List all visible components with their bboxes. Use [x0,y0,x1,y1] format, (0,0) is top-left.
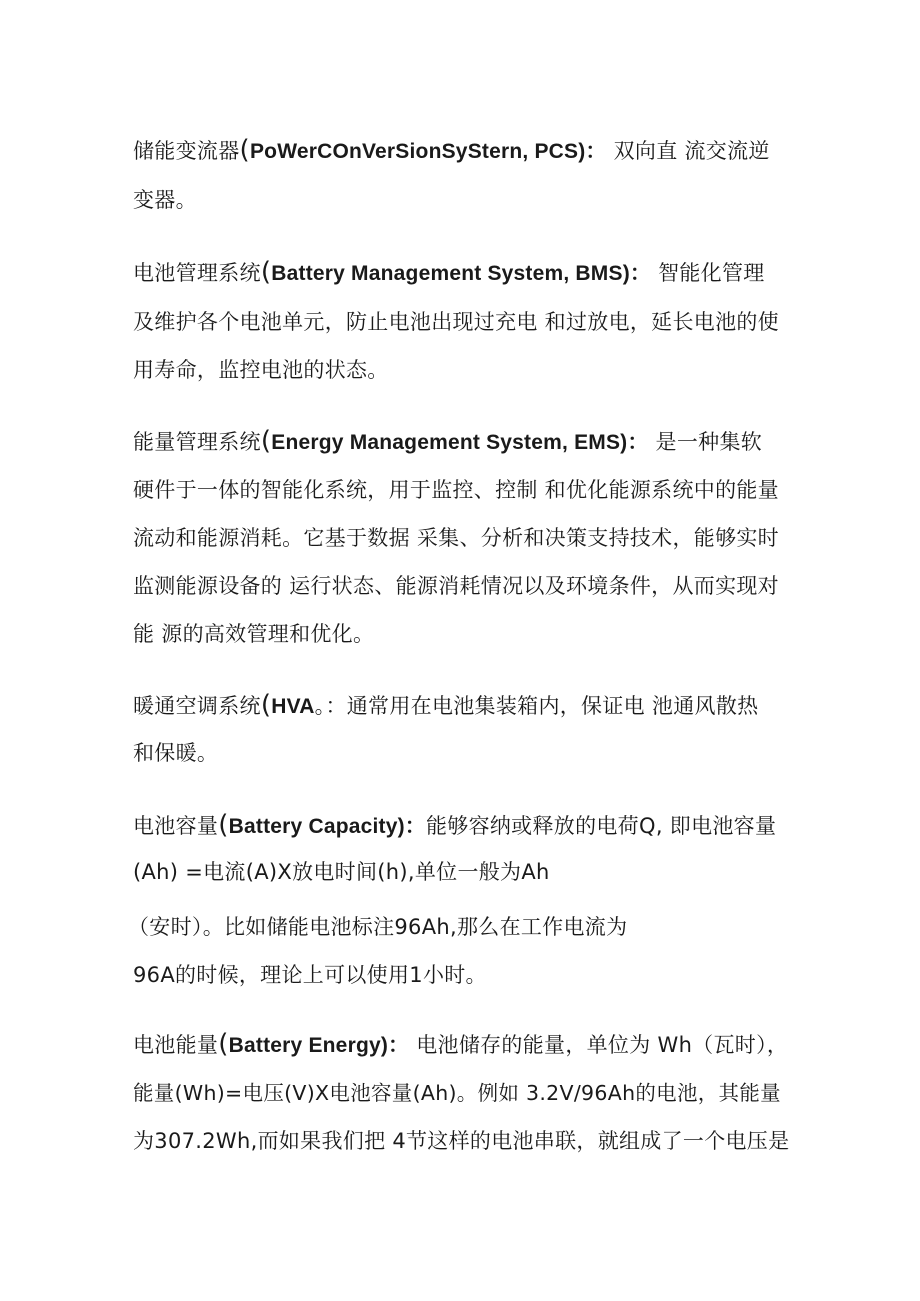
hvac-term: 暖通空调系统 [133,694,261,718]
capacity-line-2: (Ah) =电流(A)X放电时间(h),单位一般为Ah [133,860,550,884]
bms-paren: ( [260,257,272,287]
hvac-english: HVA [271,695,315,718]
pcs-term: 储能变流器 [133,139,240,163]
bms-line-1 [133,257,793,289]
ems-line-4: 监测能源设备的 运行状态、能源消耗情况以及环境条件，从而实现对 [133,574,779,598]
pcs-paren: ( [239,135,250,165]
bms-line-2: 及维护各个电池单元，防止电池出现过充电 和过放电，延长电池的使 [133,310,779,334]
ems-line-2: 硬件于一体的智能化系统，用于监控、控制 和优化能源系统中的能量 [133,478,779,502]
energy-line-3: 为307.2Wh,而如果我们把 4节这样的电池串联，就组成了一个电压是 [133,1129,790,1153]
bms-desc-start: 智能化管理 [651,261,765,285]
capacity-paren: ( [218,810,229,840]
pcs-line-2: 变器。 [133,188,197,212]
pcs-english: PoWerCOnVerSionSyStern, PCS)： [249,140,607,163]
energy-term: 电池能量 [133,1033,219,1057]
pcs-line-1 [133,135,793,167]
pcs-desc-start: 双向直 流交流逆 [606,139,770,163]
energy-paren: ( [218,1029,229,1059]
capacity-line-1 [133,810,793,842]
ems-term: 能量管理系统 [133,430,261,454]
ems-line-1 [133,426,793,458]
bms-english: Battery Management System, BMS)： [271,262,652,285]
ems-desc-start: 是一种集软 [648,430,763,454]
energy-english: Battery Energy)： [228,1034,410,1057]
ems-line-5: 能 源的高效管理和优化。 [133,622,375,646]
capacity-term: 电池容量 [133,814,219,838]
bms-line-3: 用寿命，监控电池的状态。 [133,358,389,382]
energy-desc-start: 电池储存的能量，单位为 Wh（瓦时）， [409,1033,789,1057]
hvac-desc-start: 。：通常用在电池集装箱内，保证电 池通风散热 [314,694,759,718]
energy-line-2: 能量(Wh)=电压(V)X电池容量(Ah)。例如 3.2V/96Ah的电池，其能量 [133,1081,781,1105]
ems-line-3: 流动和能源消耗。它基于数据 采集、分析和决策支持技术，能够实时 [133,526,779,550]
capacity-english: Battery Capacity)： [228,815,426,838]
ems-english: Energy Management System, EMS)： [271,431,649,454]
capacity-desc-start: 能够容纳或释放的电荷Q, 即电池容量 [425,814,777,838]
hvac-line-1 [133,690,793,722]
capacity-line-3: （安时）。比如储能电池标注96Ah,那么在工作电流为 [128,915,628,939]
hvac-paren: ( [260,690,272,720]
ems-paren: ( [260,426,272,456]
energy-line-1 [133,1029,793,1061]
hvac-line-2: 和保暖。 [133,741,219,765]
bms-term: 电池管理系统 [133,261,261,285]
capacity-line-4: 96A的时候，理论上可以使用1小时。 [133,963,487,987]
